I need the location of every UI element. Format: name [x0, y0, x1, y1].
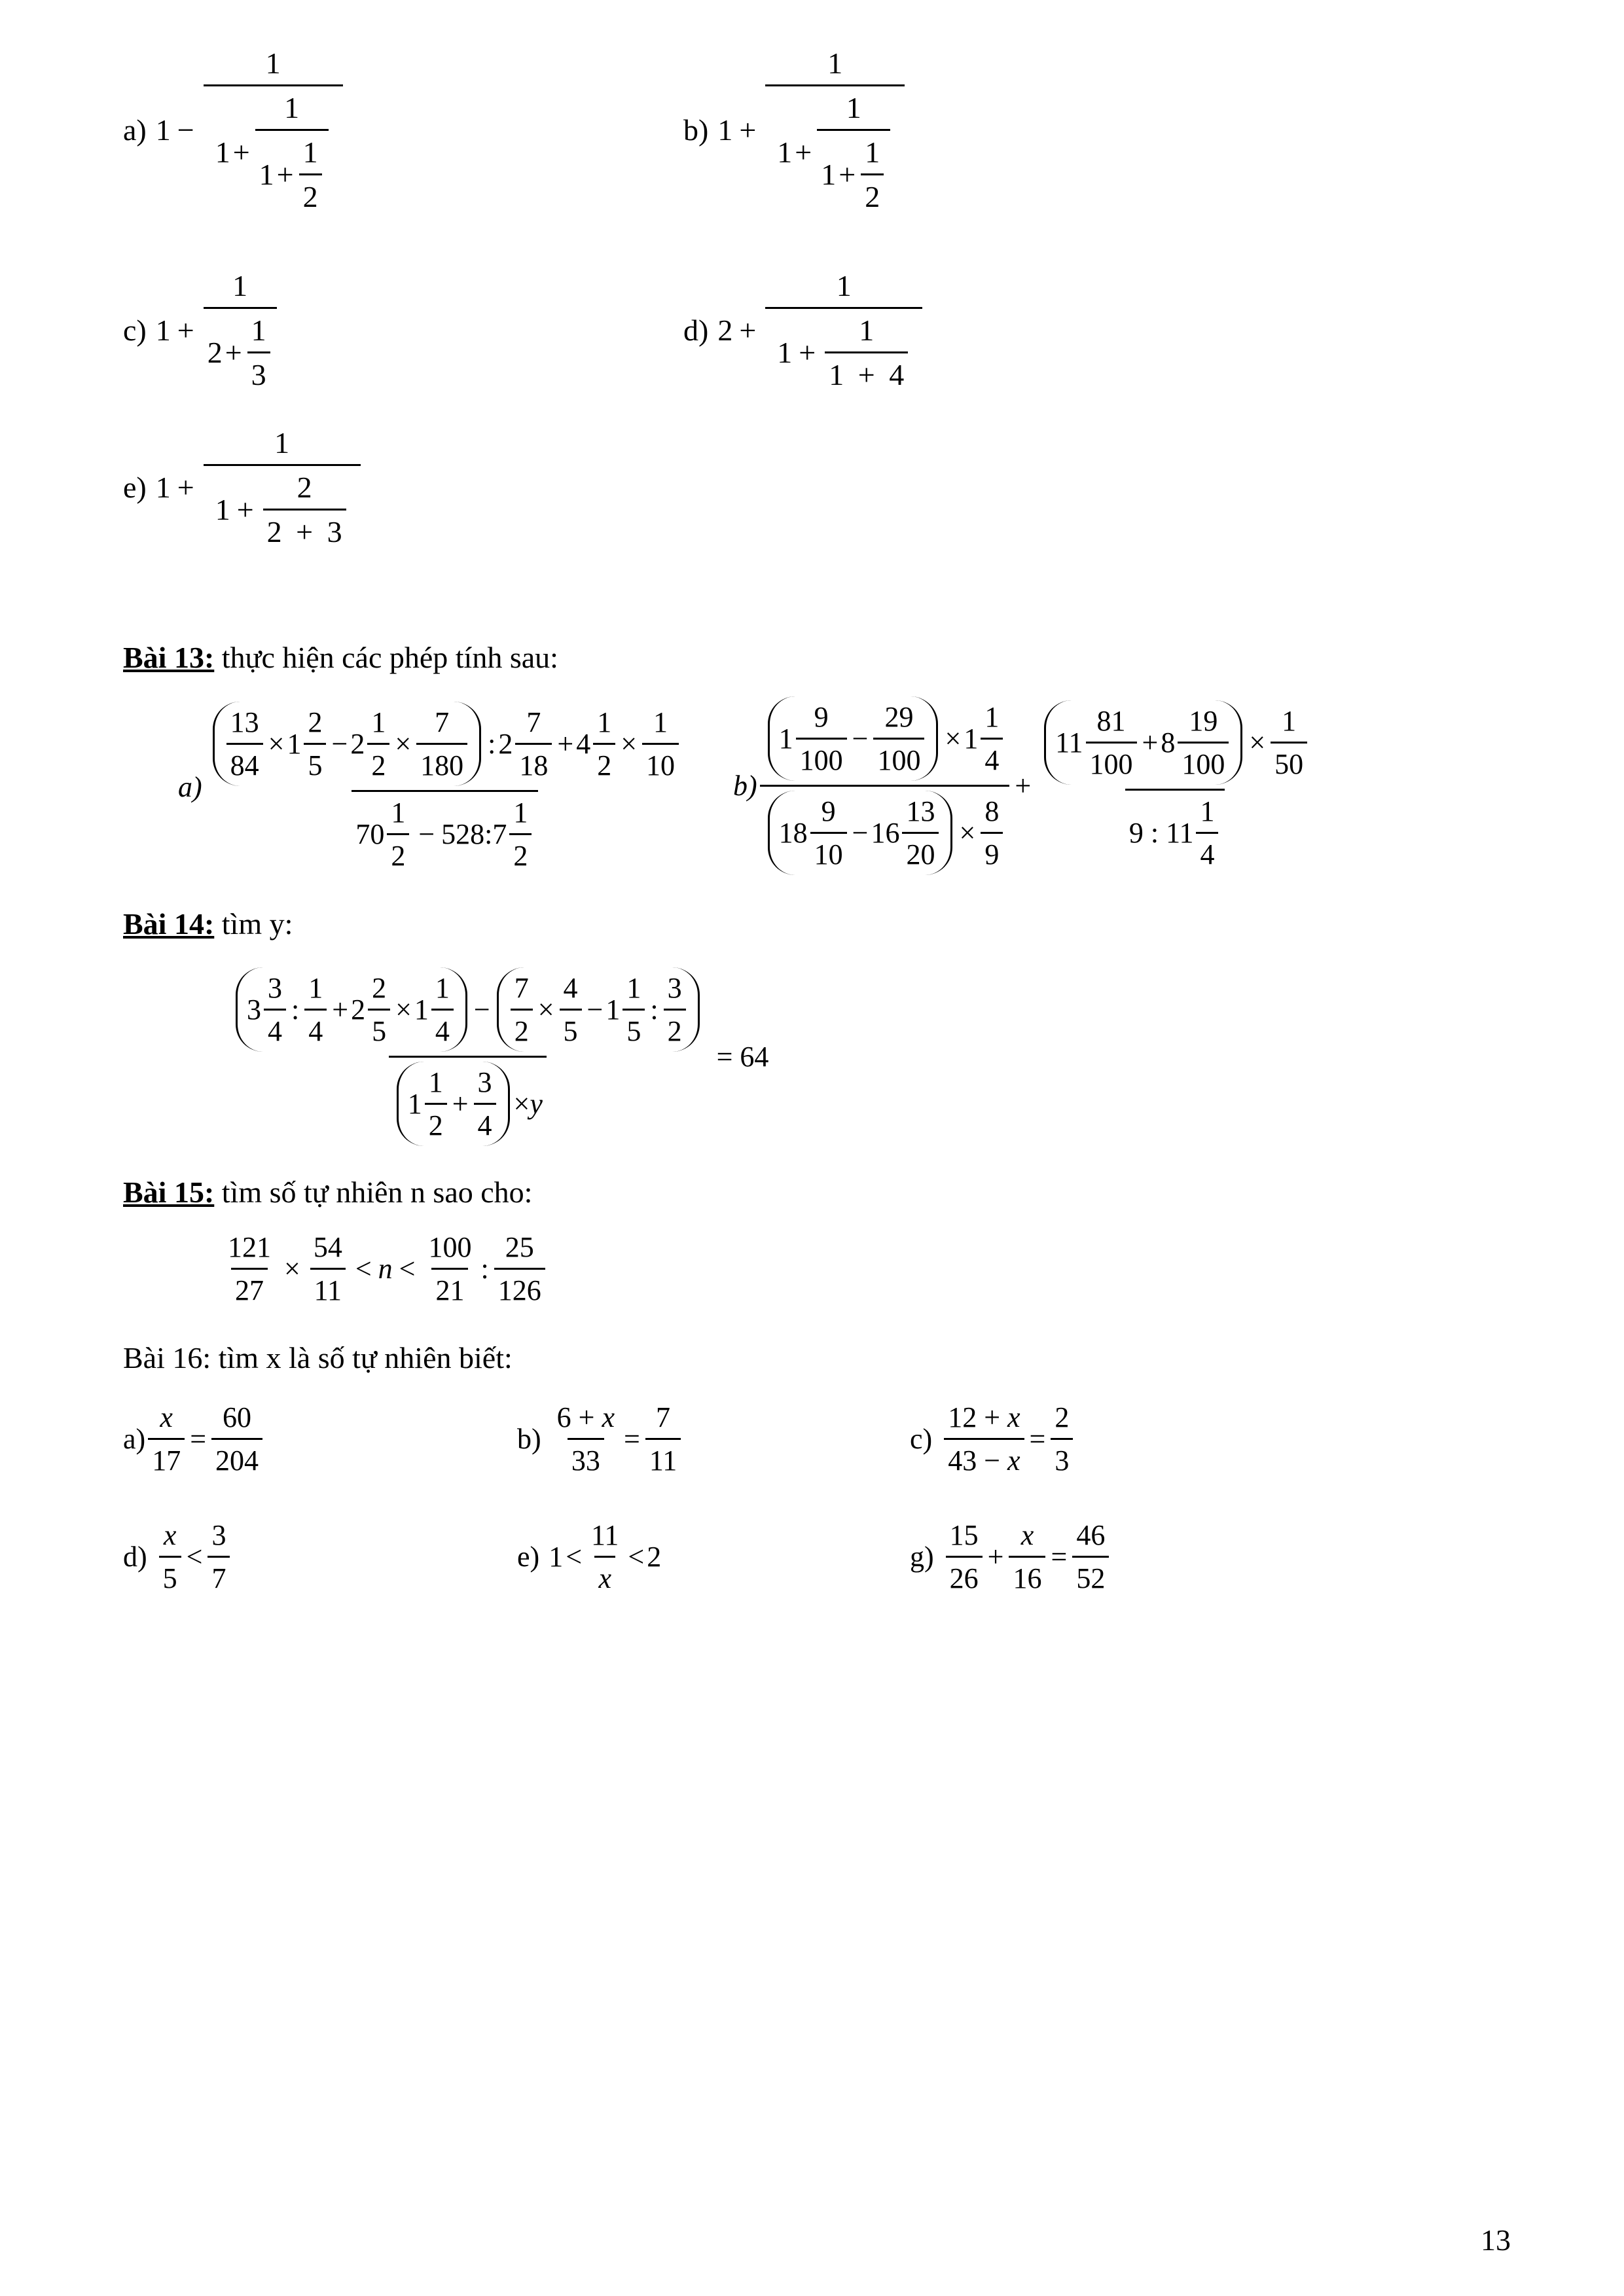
lead-number: 1 — [155, 113, 171, 147]
main-fraction: 3 $\frac{3}{4}$ : $\frac{1}{4}$ + 2 $\frac{2}{5}$ × 1 $\frac{1}{4}$ − $\frac{7}{2}$ × $\frac{4}{5}$ − 1 $\frac{1}{5}$ : $\frac{3}{2}$ 1 $\frac{1}{2}$ + $\frac{3}{4}$ × y — [228, 967, 708, 1146]
label-e: e) — [123, 471, 147, 504]
continued-fraction: 1 1 + $\frac{1}{1 + 4}$ — [765, 268, 922, 392]
bai13-expression-a: a) $\frac{13}{84}$ × 1 $\frac{2}{5}$ − 2 $\frac{1}{2}$ × $\frac{7}{180}$ : 2 $\frac{7}{18}$ + 4 $\frac{1}{2}$ × $\frac{1}{10}$ 70 $\frac{1}{2}$ − 528:7 $\frac{1}{2}$ — [178, 702, 688, 872]
label-a: a) — [123, 113, 147, 147]
bai13-heading: Bài 13: — [123, 641, 215, 674]
label-b: b) — [683, 113, 709, 147]
exercise-a — [123, 46, 346, 214]
bai15-title: Bài 15: tìm số tự nhiên n sao cho: — [123, 1175, 533, 1209]
continued-fraction: 1 1 + $\frac{2}{2 + 3}$ — [204, 425, 361, 549]
main-fraction: $\frac{13}{84}$ × 1 $\frac{2}{5}$ − 2 $\frac{1}{2}$ × $\frac{7}{180}$ : 2 $\frac{7}{18}$ + 4 $\frac{1}{2}$ × $\frac{1}{10}$ 70 $\frac{1}{2}$ − 528:7 $\frac{1}{2}$ — [205, 702, 685, 872]
exercise-c: c) 1 + 1 2 + $\frac{1}{3}$ — [123, 268, 280, 392]
first-fraction: 1 $\frac{9}{100}$ − $\frac{29}{100}$ × 1 $\frac{1}{4}$ 18 $\frac{9}{10}$ − 16 $\frac{13}{20}$ × $\frac{8}{9}$ — [760, 696, 1010, 875]
continued-fraction: 1 1 + 1 1 + $\frac{1}{2}$ — [765, 46, 905, 214]
exercise-b: b) 1 + 1 1 + 1 1 + $\frac{1}{2}$ — [683, 46, 907, 214]
bai16-e: e) 1 < $\frac{11}{x}$ < 2 — [517, 1519, 662, 1594]
continued-fraction: 1 1 + 1 1 + $\frac{1}{2}$ — [204, 46, 343, 214]
bai16-d: d) $\frac{x}{5}$ < $\frac{3}{7}$ — [123, 1518, 232, 1595]
bai15-heading: Bài 15: — [123, 1175, 215, 1209]
label-d: d) — [683, 314, 709, 347]
bai16-c: c) $\frac{12 + x}{43 - x}$ = $\frac{2}{3}$ — [910, 1401, 1075, 1477]
bai16-title: Bài 16: tìm x là số tự nhiên biết: — [123, 1341, 513, 1374]
second-fraction: 11 $\frac{81}{100}$ + 8 $\frac{19}{100}$ × $\frac{1}{50}$ 9 : 11 $\frac{1}{4}$ — [1036, 700, 1314, 871]
operator: − — [177, 113, 194, 147]
exercise-d: d) 2 + 1 1 + $\frac{1}{1 + 4}$ — [683, 268, 925, 392]
rhs-value: = 64 — [716, 1041, 769, 1073]
continued-fraction: 1 2 + $\frac{1}{3}$ — [204, 268, 277, 392]
bai13-expression-b: b) 1 $\frac{9}{100}$ − $\frac{29}{100}$ × 1 $\frac{1}{4}$ 18 $\frac{9}{10}$ − 16 $\frac{13}{20}$ × $\frac{8}{9}$ + 11 $\frac{81}{100}$ + 8 $\frac{19}{100}$ × $\frac{1}{50}$ 9 : 11 $\frac{1}{4}$ — [733, 696, 1316, 875]
label-c: c) — [123, 314, 147, 347]
bai14-title: Bài 14: tìm y: — [123, 907, 293, 941]
bai14-equation — [225, 967, 775, 1146]
exercise-e: e) 1 + 1 1 + $\frac{2}{2 + 3}$ — [123, 425, 363, 549]
bai16-b: b) $\frac{6 + x}{33}$ = $\frac{7}{11}$ — [517, 1401, 683, 1477]
page-number: 13 — [1481, 2223, 1511, 2257]
bai13-title: Bài 13: thực hiện các phép tính sau: — [123, 641, 558, 674]
bai14-heading: Bài 14: — [123, 907, 215, 941]
bai15-inequality: $\frac{121}{27}$ × $\frac{54}{11}$ < n < $\frac{100}{21}$ : $\frac{25}{126}$ — [221, 1230, 548, 1307]
bai16-a: a) $\frac{x}{17}$ = $\frac{60}{204}$ — [123, 1401, 265, 1477]
bai16-g: g) $\frac{15}{26}$ + $\frac{x}{16}$ = $\frac{46}{52}$ — [910, 1518, 1111, 1595]
